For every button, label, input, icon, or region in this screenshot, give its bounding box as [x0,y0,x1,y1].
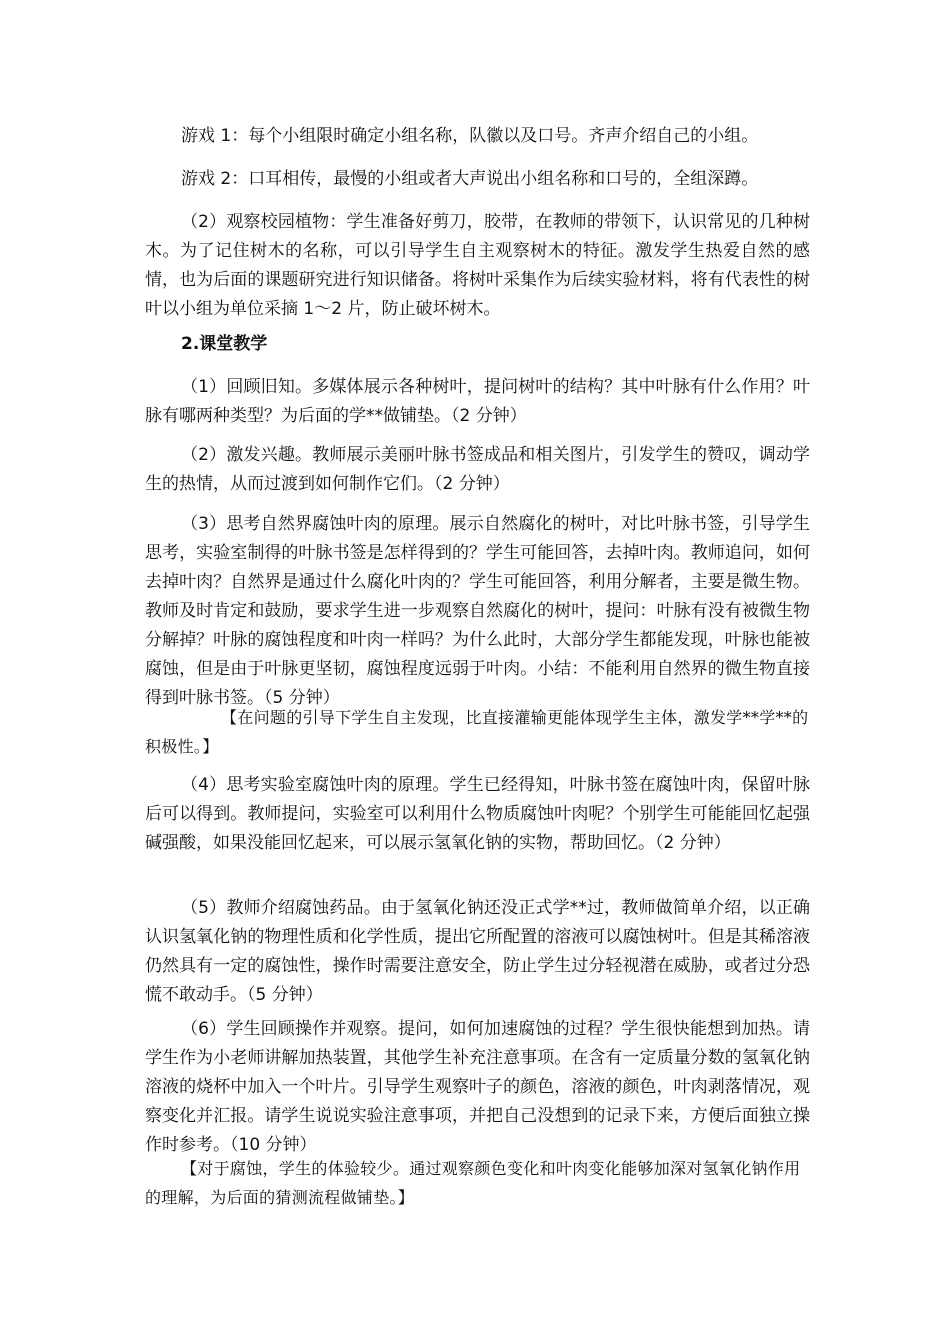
teaching-note-1: 【在问题的引导下学生自主发现，比直接灌输更能体现学生主体，激发学**学**的积极性。】 [145,708,809,756]
step-6-paragraph: （6）学生回顾操作并观察。提问，如何加速腐蚀的过程？学生很快能想到加热。请学生作为小老师讲解加热装置，其他学生补充注意事项。在含有一定质量分数的氢氧化钠溶液的烧杯中加入一个叶片。引导学生观察叶子的颜色，溶液的颜色，叶肉剥落情况，观察变化并汇报。请学生说说实验注意事项，并把自己没想到的记录下来，方便后面独立操作时参考。（10 分钟） [145,1019,810,1155]
section-heading-classroom-teaching: 2.课堂教学 [181,334,268,354]
step-1-paragraph: （1）回顾旧知。多媒体展示各种树叶，提问树叶的结构？其中叶脉有什么作用？叶脉有哪两种类型？为后面的学**做铺垫。（2 分钟） [145,377,810,426]
teaching-note-2: 【对于腐蚀，学生的体验较少。通过观察颜色变化和叶肉变化能够加深对氢氧化钠作用的理解，为后面的猜测流程做铺垫。】 [145,1159,801,1207]
game-2-paragraph: 游戏 2：口耳相传，最慢的小组或者大声说出小组名称和口号的，全组深蹲。 [181,169,759,189]
step-2-paragraph: （2）激发兴趣。教师展示美丽叶脉书签成品和相关图片，引发学生的赞叹，调动学生的热情，从而过渡到如何制作它们。（2 分钟） [145,445,810,494]
observe-plants-paragraph: （2）观察校园植物：学生准备好剪刀，胶带，在教师的带领下，认识常见的几种树木。为了记住树木的名称，可以引导学生自主观察树木的特征。激发学生热爱自然的感情，也为后面的课题研究进行知识储备。将树叶采集作为后续实验材料，将有代表性的树叶以小组为单位采摘 1～2 片，防止破坏树木。 [145,212,810,319]
step-3-paragraph: （3）思考自然界腐蚀叶肉的原理。展示自然腐化的树叶，对比叶脉书签，引导学生思考，实验室制得的叶脉书签是怎样得到的？学生可能回答，去掉叶肉。教师追问，如何去掉叶肉？自然界是通过什么腐化叶肉的？学生可能回答，利用分解者，主要是微生物。教师及时肯定和鼓励，要求学生进一步观察自然腐化的树叶，提问：叶脉有没有被微生物分解掉？叶脉的腐蚀程度和叶肉一样吗？为什么此时，大部分学生都能发现，叶脉也能被腐蚀，但是由于叶脉更坚韧，腐蚀程度远弱于叶肉。小结：不能利用自然界的微生物直接得到叶脉书签。（5 分钟） [145,514,810,708]
game-1-paragraph: 游戏 1：每个小组限时确定小组名称，队徽以及口号。齐声介绍自己的小组。 [181,126,759,146]
step-5-paragraph: （5）教师介绍腐蚀药品。由于氢氧化钠还没正式学**过，教师做简单介绍，以正确认识氢氧化钠的物理性质和化学性质，提出它所配置的溶液可以腐蚀树叶。但是其稀溶液仍然具有一定的腐蚀性，操作时需要注意安全，防止学生过分轻视潜在威胁，或者过分恐慌不敢动手。（5 分钟） [145,898,810,1005]
step-4-paragraph: （4）思考实验室腐蚀叶肉的原理。学生已经得知，叶脉书签在腐蚀叶肉，保留叶脉后可以得到。教师提问，实验室可以利用什么物质腐蚀叶肉呢？个别学生可能能回忆起强碱强酸，如果没能回忆起来，可以展示氢氧化钠的实物，帮助回忆。（2 分钟） [145,775,810,853]
